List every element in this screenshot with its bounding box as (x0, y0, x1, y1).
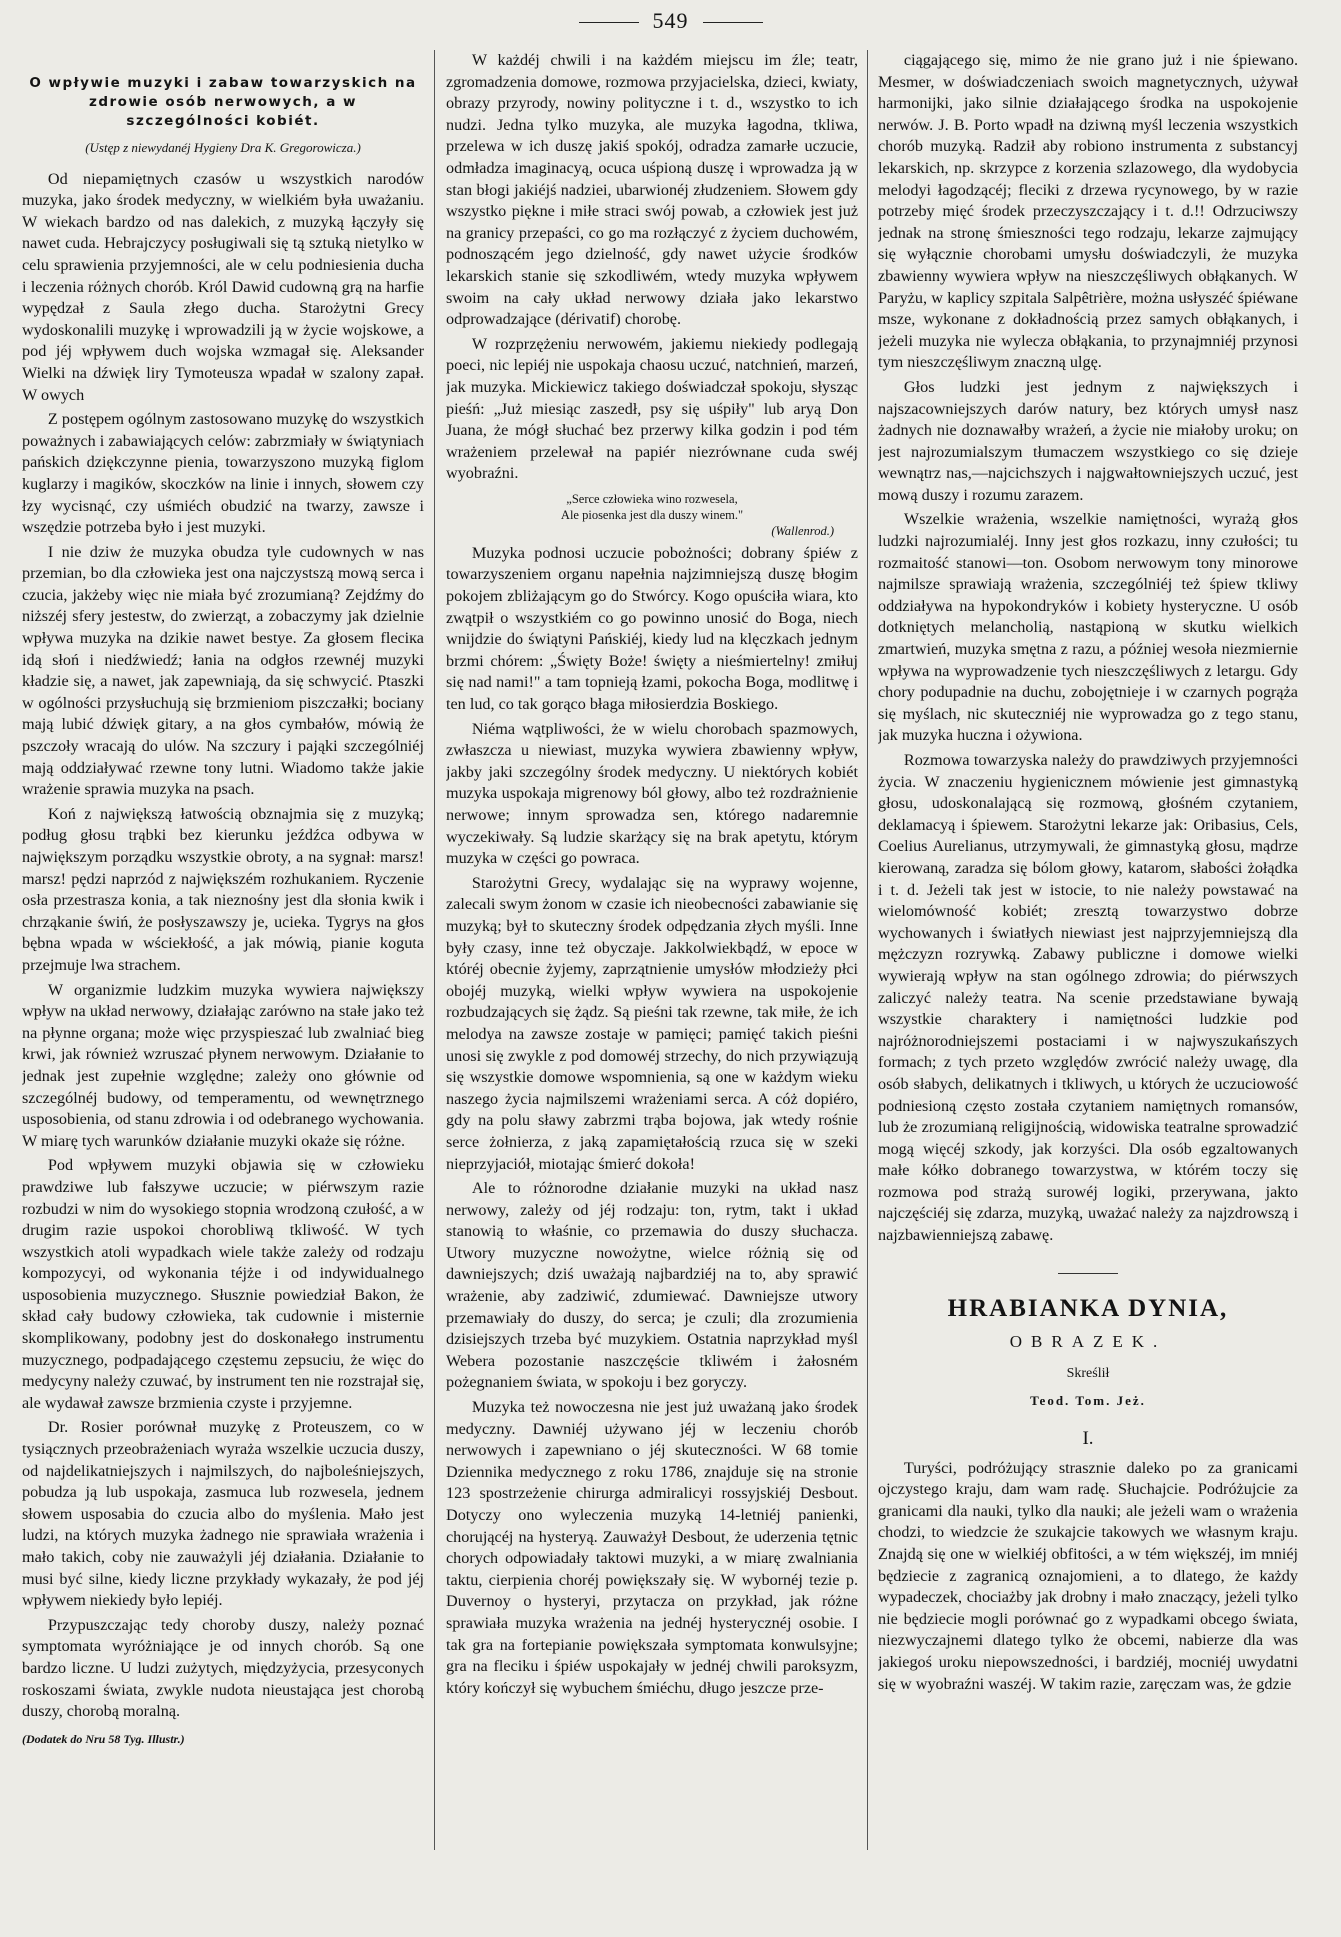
paragraph: ciągającego się, mimo że nie grano już i nie śpiewano. Mesmer, w doświadczeniach swoich magnetycznych, używał harmonijki, jako silnie działającego środka na uspokojenie nerwów. J. B. Porto wpadł na dziwną myśl leczenia wszystkich chorób muzyką. Radził aby robiono instrumenta z substancyj lekarskich, np. skrzypce z korzenia szlazowego, dla wydobycia melodyi łagodzącéj; flecіki z drzewa rycynowego, by w razie potrzeby mięć środek przeczyszczający i t. d.!! Odrzuciwszy jednak na stronę śmieszności tego rodzaju, lekarze zajmujący się wyłącznie chorobami umysłu doświadczyli, że muzyka zbawienny wywiera wpływ na nieszczęśliwych obłąkanych. W Paryżu, w kaplicy szpitala Salpêtrière, można usłyszéć śpiéwane msze, wykonane z dokładnością przez samych obłąkanych, i jeżeli muzyka nie wylecza obłąkania, to przynajmniéj przynosi tym nieszczęśliwym znaczną ulgę. (878, 51, 1298, 372)
column-1 (22, 50, 424, 1920)
page-number (0, 8, 1341, 34)
poem-line: „Serce człowieka wino rozwesela, (566, 491, 738, 506)
paragraph: W rozprzężeniu nerwowém, jakiemu niekiedy podlegają poeci, nic lepiéj nie uspokaja chaosu uczuć, natchnień, marzeń, jak muzyka. Mickiewicz takiego doświadczał spokoju, słysząc pieśń: „Już miesiąc zaszedł, psy się uśpiły" lub aryą Don Juana, że mógł słuchać bez przerwy kilka godzin i pod tém wrażeniem przelewał na papiér niezrównane cuda swéj wyobraźni. (446, 334, 858, 483)
paragraph: Przypuszczając tedy choroby duszy, należy poznać symptomata wyróżniające je od innych chorób. Są one bardzo liczne. U ludzi zużytych, międzyżycia, przesyconych roskoszami świata, zwykle nudota nieustająca jest chorobą duszy, chorobą moralną. (22, 1615, 424, 1721)
paragraph: Muzyka też nowoczesna nie jest już uważaną jako środek medyczny. Dawniéj używano jéj w leczeniu chorób nerwowych i zapewniano o jéj skuteczności. W 68 tomie Dziennika medycznego z roku 1786, znajduje się na stronie 123 spostrzeżenie chirurga admiralicyi rossyjskiéj Desbout. Dotyczy ono wyleczenia muzyką 14-letniéj panienki, chorującéj na hysteryą. Zauważył Desbout, że uderzenia tętnic chorych odpowiadały taktowi muzyki, a w miarę zwalniania taktu, cierpienia choréj powiększały się. W wybornéj tezie p. Duvernoy o hysteryi, przytacza on przykład, jak różne sprawiała muzyka wrażenia na jednéj hysterycznéj osobie. I tak gra na fortepianie powiększała symptomata konwulsyjne; gra na flecіku i śpiéw uspokajały w jednéj chwili paroksyzm, który kończył się wybuchem śmiéchu, długo jeszcze prze- (446, 1398, 858, 1697)
novel-byline-label: Skreślił (1066, 1365, 1110, 1381)
column-divider (867, 50, 868, 1850)
paragraph: Pod wpływem muzyki objawia się w człowieku prawdziwe lub fałszywe uczucie; w piérwszym razie rozbudzi w nim do wysokiego stopnia wrodzoną czułość, a w drugim razie uspokoi chorobliwą tkliwość. W tych wszystkich atoli wypadkach wiele także zależy od rodzaju kompozycyi, od wykonania téjże i od indywidualnego usposobienia muzycznego. Słusznie powiedział Bakon, że skład cały budowy człowieka, tak cudownie i misternie skomplikowany, podobny jest do doskonałego instrumentu muzycznego, podpadającego częstemu zepsuciu, że więc do medycyny należy czuwać, by instrument ten nie rozstrajał się, ale wydawał zawsze brzmienia czyste i przyjemne. (22, 1156, 424, 1412)
paragraph: Koń z największą łatwością obznajmia się z muzyką; podług głosu trąbki bez kierunku jeźdźca odbywa w największym porządku wszystkie obroty, a na sygnał: marsz! marsz! pędzi naprzód z największém rozhukaniem. Ryczenie osła przestrasza konia, a tak nieznośny jest dla słonia kwik i chrząkanie świń, że posłyszawszy je, ucieka. Tygrys na głos bębna wpada w wściekłość, a jak mówią, pianie koguta przejmuje lwa strachem. (22, 804, 424, 974)
paragraph: W każdéj chwili i na każdém miejscu im źle; teatr, zgromadzenia domowe, rozmowa przyjacielska, dzieci, kwiaty, obrazy przyrody, nowiny polityczne i t. d., wszystko to ich nudzi. Jedna tylko muzyka, ale muzyka łagodna, tkliwa, przelewa w ich duszę jakiś spokój, odradza zamarłe uczucie, odmładza imaginacyą, ocuca uśpioną duszę i wprowadza ją w stan błogi jakiéjś nadziei, ubarwionéj złudzeniem. Słowem gdy wszystko piękne i miłe straci swój powab, a człowiek jest już na granicy przepaści, co go ma rozłączyć z życiem duchowém, podnoszącém jego dzielność, gdy nawet użycie środków lekarskich stanie się szkodliwém, wtedy muzyka wpływem swoim na cały układ nerwowy działa jako lekarstwo odprowadzające (dérivatif) chorobę. (446, 51, 858, 329)
poem-line: Ale piosenka jest dla duszy winem." (560, 507, 744, 522)
paragraph: Od niepamiętnych czasów u wszystkich narodów muzyka, jako środek medyczny, w wielkiém była uważaniu. W wiekach bardzo od nas dalekich, z muzyką łączyły się nawet cuda. Hebrajczycy posługiwali się tą sztuką nietylko w celu sprawienia przyjemności, ale w celu podniesienia ducha i leczenia różnych chorób. Król Dawid cudowną grą na harfie wypędzał z Saula złego ducha. Starożytni Grecy wydoskonalili muzykę i wprowadzili ją w życie wojskowe, a pod jéj wpływem duch wojska wzmagał się. Aleksander Wielki na dźwięk liry Tymoteusza wpadał w szalony zapał. W owych (22, 169, 424, 404)
novel-author: Teod. Tom. Jeż. (1030, 1393, 1146, 1409)
novel-subtitle: OBRAZEK. (1009, 1332, 1167, 1352)
column-2 (446, 50, 858, 1920)
section-divider (1058, 1273, 1118, 1274)
paragraph: Ale to różnorodne działanie muzyki na układ nasz nerwowy, zależy od jéj rodzaju: ton, rytm, takt i układ stanowią to właśnie, co przemawia do duszy słuchacza. Utwory muzyczne nowożytne, wielce różnią się od dawniejszych; dziś uważają najbardziéj na to, aby sprawić wrażenie, aby zadziwić, zdumiewać. Dawniejsze utwory przemawiały do duszy, do serca; je czuli; dla zrozumienia dzisiejszych trzeba być muzykiem. Ostatnia naprzykład myśl Webera pozostanie naszczęście tkliwém i żałosném pożegnaniem świata, w spokoju i bez goryczy. (446, 1179, 858, 1392)
paragraph: Turyści, podróżujący strasznie daleko po za granicami ojczystego kraju, dam wam radę. Słuchajcie. Podróżujcie za granicami dla nauki, tylko dla nauki; ale jeżeli wam o wrażenia chodzi, to wiedzcie że szukajcie takowych we własnym kraju. Znajdą się one w wielkiéj obfitości, a w tém większéj, im mniéj będziecie z zagranicą oznajomieni, a to dlatego, że każdy wypadeczek, chociażby jak drobny i mało znaczący, jeżeli tylko nie będziecie mogli porównać go z wypadkami obcego świata, niezwyczajnemi dlatego tylko że obcemi, nabierze dla was jakiegoś uroku niepowszedności, i bardziéj, mocniéj uwydatni się w wyobraźni waszéj. W takim razie, zaręczam was, że gdzie (878, 1458, 1298, 1693)
paragraph: Starożytni Grecy, wydalając się na wyprawy wojenne, zalecali swym żonom w czasie ich nieobecności zabawianie się muzyką; był to skuteczny środek odpędzania złych myśli. Inne były czasy, inne też obyczaje. Jakkolwiekbądź, w epoce w któréj obecnie żyjemy, zaprzątnienie umysłów młodzieży płci obojéj muzyką, wielki wpływ wywiera na uspokojenie rozbudzających się żądz. Są pieśni tak rzewne, tak miłe, że ich melodya na zawsze zostaje w pamięci; pamięć takich pieśni unosi się zwykle z pod domowéj strzechy, do nich przywiązują się wszystkie domowe wspomnienia, są one w każdym wieku naszego życia najmilszemi wrażeniami serca. A cóż dopiéro, gdy na polu sławy zabrzmi trąba bojowa, jak wtedy rośnie serce żołnierza, z jaką zapamiętałością rzuca się w szeki nieprzyjaciół, miotając śmierć dokoła! (446, 873, 858, 1173)
poem-source: (Wallenrod.) (771, 523, 834, 538)
article-subtitle: (Ustęp z niewydanéj Hygieny Dra K. Gregorowicza.) (85, 140, 361, 155)
page-number-dash-right (703, 22, 763, 23)
paragraph: Rozmowa towarzyska należy do prawdziwych przyjemności życia. W znaczeniu hygienicznem mówienie jest gimnastyką głosu, udoskonalającą się rozmową, głośném czytaniem, deklamacyą i śpiewem. Starożytni lekarze jak: Oribasius, Cels, Coelius Aurelianus, utrzymywali, że gimnastyką głosu, mądrze kierowaną, zaradza się bólom głowy, katarom, słabości żołądka i t. d. Jeżeli tak jest w istocie, to nie należy powstawać na wielomówność kobiét; zresztą towarzystwo dobrze wychowanych i światłych niewiast jest najprzyjemniejszą dla mężczyzn rozrywką. Zabawy publiczne i domowe wielki wywierają wpływ na stan ogólnego zdrowia; do piérwszych zaliczyć należy teatra. Na scenie przedstawiane bywają wszystkie charaktery i namiętności ludzkie pod najróżnorodniejszemi postaciami i w najwyszukańszych formach; z tych przeto względów zwrócić należy uwagę, dla osób słabych, delikatnych i tkliwych, u których że uczuciowość podniesioną często została czytaniem namiętnych romansów, lub że zrozumianą religijnością, widowiska teatralne sprowadzić mogą więcéj szkody, jak korzyści. Dla osób egzaltowanych małe kółko dobranego towarzystwa, w którém toczy się rozmowa pod strażą surowéj logiki, przerywana, jakto najczęściéj się zdarza, muzyką, uważać należy za najzdrowszą i najzbawienniejszą zabawę. (878, 751, 1298, 1245)
page-number-value: 549 (652, 8, 689, 33)
chapter-number: I. (1082, 1428, 1094, 1450)
paragraph: Z postępem ogólnym zastosowano muzykę do wszystkich poważnych i zabawiających celów: zabrzmiały w świątyniach pańskich dziękczynne pienia, towarzyszono muzyką figlom kuglarzy i magików, skoczków na linie i innych, słowem czy łzy wycisnąć, czy uśmiéch obudzić na twarzy, zawsze i wszędzie potrzeba było i jest muzyki. (22, 410, 424, 537)
paragraph: I nie dziw że muzyka obudza tyle cudownych w nas przemian, bo dla człowieka jest ona najczystszą mową serca i czucia, jakżeby więc nie miała być zrozumianą? Zejdźmy do niższéj sfery jestestw, do zwierząt, a zobaczymy jak dzielnie wpływa muzyka na dzikie nawet bestye. Za głosem fleciка idą słoń i niedźwiedź; łania na odgłos rzewnéj muzyki kładzie się, a nawet, jak zapewniają, da się schwycić. Ptaszki w ogólności przysłuchują się brzmieniom piszczałki; bociany mają lubić dźwięk gitary, a na głos cymbałów, mówią że pszczoły wracają do ulów. Na szczury i pająki szczególniéj mają oddziaływać rzewne tony lutni. Wiadomo także jakie wrażenie sprawia muzyka na psach. (22, 542, 424, 799)
paragraph: Niéma wątpliwości, że w wielu chorobach spazmowych, zwłaszcza u niewiast, muzyka wywiera zbawienny wpływ, jakby jaki szczególny środek medyczny. U niektórych kobiét muzyka uspokaja migrenowy ból głowy, albo też rozdrażnienie nerwowe; innym sprowadza sen, którego nadaremnie wyczekiwały. Są ludzie skarżący się na brak apetytu, którym muzyka w części go powraca. (446, 719, 858, 868)
paragraph: W organizmie ludzkim muzyka wywiera największy wpływ na układ nerwowy, działając zarówno na stałe jako też na płynne organa; może więc przyspieszać lub zwalniać bieg krwi, jak również wzruszać płynem nerwowym. Działanie to jednak jest zupełnie względne; zależy ono głównie od szczególnéj budowy, od temperamentu, od wewnętrznego usposobienia, od stanu zdrowia i od odebranego wychowania. W miarę tych warunków działanie muzyki okaże się różne. (22, 980, 424, 1150)
paragraph: Dr. Rosier porównał muzykę z Proteuszem, co w tysiącznych przeobrażeniach wyraża wszelkie uczucia duszy, od najdelikatniejszych i najmilszych, do najboleśniejszych, pobudza ją lub uspokaja, zasmuca lub rozwesela, jednem słowem usposabia do czucia albo do myślenia. Mało jest ludzi, na których muzyka żadnego nie sprawiała wrażenia i mało takich, coby nie zauważyli jéj działania. Działanie to musi być silne, kiedy liczne przykłady wykazały, że pod jéj wpływem niekiedy było lepiéj. (22, 1418, 424, 1610)
paragraph: Wszelkie wrażenia, wszelkie namiętności, wyrażą głos ludzki najrozumialéj. Inny jest głos rozkazu, inny czułości; tu rozmaitość stanowi—ton. Osobom nerwowym tony minorowe najmilsze sprawiają wrażenia, szczególniéj też śpiew tkliwy oddziaływa na hypokondryków i kobiety hysteryczne. U osób dotkniętych melancholią, nastąpioną w skutku wielkich zmartwień, muzyka smętna z razu, a później wesoła niezmiernie wpływa na wyprowadzenie tych nieszczęśliwych z letargu. Gdy chory podupadnie na duchu, zobojętnieje i w czarnych pogrąża się myślach, nic skuteczniéj nie wyprowadza go z tego stanu, jak muzyka huczna i ożywiona. (878, 510, 1298, 745)
paragraph: Muzyka podnosi uczucie pobożności; dobrany śpiéw z towarzyszeniem organu napełnia najzimniejszą duszę błogim pokojem zbliżającym go do Stwórcy. Kogo opuściła wiara, kto zwątpił o wszystkiém co go powinno unosić do Boga, niech wnijdzie do świątyni Pańskiéj, kiedy lud na klęczkach jednym brzmi chórem: „Święty Boże! święty a nieśmiertelny! zmiłuj się nad nami!" a tam topnieją łzami, pokocha Boga, modlitwę i ten lud, co tak gorąco błaga miłosierdzia Boskiego. (446, 543, 858, 714)
novel-title: HRABIANKA DYNIA, (947, 1294, 1229, 1322)
poem-quote (446, 491, 858, 539)
footer-note: (Dodatek do Nru 58 Tyg. Illustr.) (22, 1731, 185, 1746)
page-number-dash-left (579, 22, 639, 23)
paragraph: Głos ludzki jest jednym z największych i najszacowniejszych darów natury, bez których umysł nasz żadnych nie doznawałby wrażeń, a życie nie miałoby uroku; on jest najrozumialszym tłumaczem wszystkiego co się dzieje wewnątrz nas,—najcichszych i najgwałtowniejszych uczuć, jest mową duszy i rozumu zarazem. (878, 377, 1298, 504)
article-title: O wpływie muzyki i zabaw towarzyskich na zdrowie osób nerwowych, a w szczególności kobiét. (29, 75, 417, 129)
column-divider (434, 50, 435, 1850)
column-3 (878, 50, 1298, 1920)
